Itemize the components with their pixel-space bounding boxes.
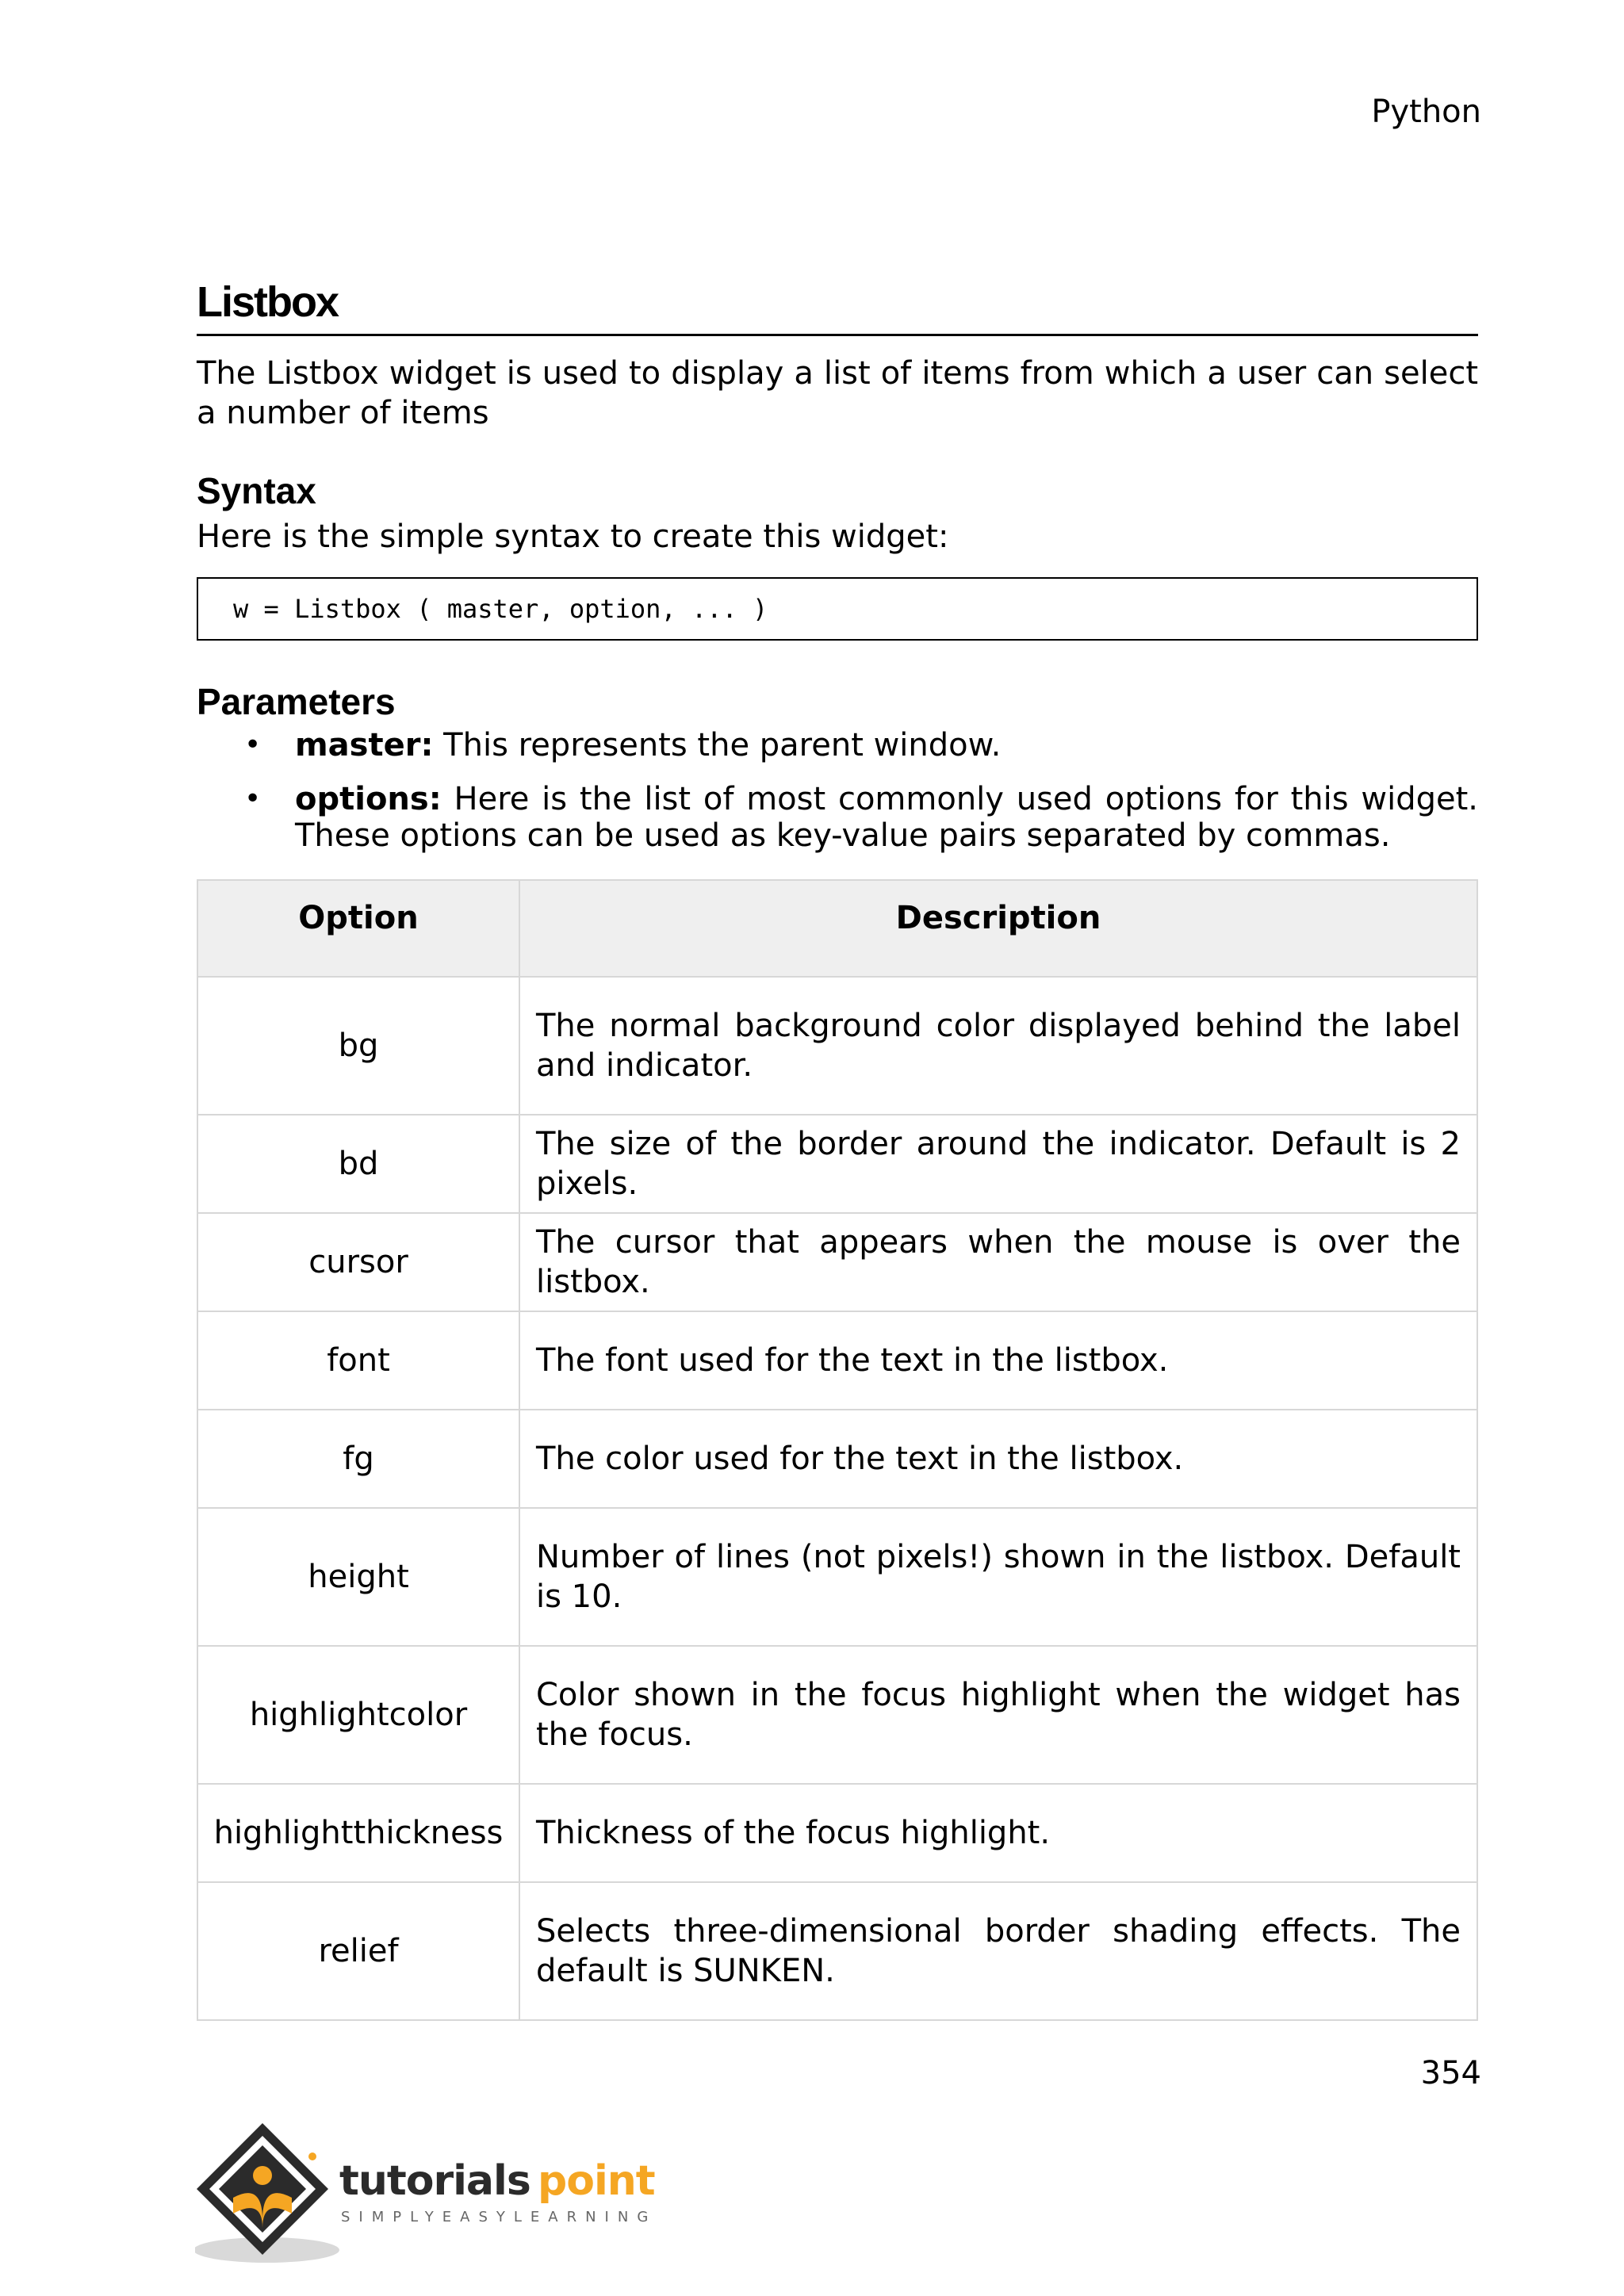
table-header-row [197,880,1477,977]
page-number: 354 [1420,2055,1481,2091]
table-row [197,1508,1477,1646]
table-row [197,1646,1477,1784]
table-row [197,1410,1477,1508]
param-term: options: [295,780,442,817]
option-cell: cursor [197,1213,519,1311]
option-cell: highlightthickness [197,1784,519,1882]
logo-brand-part2: point [538,2157,655,2205]
description-cell: The font used for the text in the listbox. [519,1311,1477,1410]
code-block [197,577,1478,641]
logo-tagline: SIMPLYEASYLEARNING [341,2209,657,2225]
list-item [197,781,1478,854]
option-cell: highlightcolor [197,1646,519,1784]
description-cell: The normal background color displayed behind the label and indicator. [519,977,1477,1115]
table-row [197,1882,1477,2020]
option-cell: bd [197,1115,519,1213]
list-item [197,727,1478,763]
description-cell: Selects three-dimensional border shading effects. The default is SUNKEN. [519,1882,1477,2020]
option-cell: fg [197,1410,519,1508]
option-cell: height [197,1508,519,1646]
running-header: Python [1371,94,1481,130]
page-content [197,279,1478,2021]
syntax-description: Here is the simple syntax to create this widget: [197,518,949,555]
param-term: master: [295,726,434,763]
table-row [197,1115,1477,1213]
logo-brand-part1: tutorials [339,2157,530,2205]
table-row [197,1311,1477,1410]
table-row [197,1213,1477,1311]
intro-paragraph: The Listbox widget is used to display a list of items from which a user can select a number of items [197,355,1478,432]
description-cell: Thickness of the focus highlight. [519,1784,1477,1882]
syntax-heading: Syntax [197,470,316,512]
parameters-list [197,727,1478,854]
code-text: w = Listbox ( master, option, ... ) [233,593,768,624]
description-cell: The color used for the text in the listbox. [519,1410,1477,1508]
table-row [197,1784,1477,1882]
section-title: Listbox [197,279,1478,336]
tutorialspoint-logo [195,2109,687,2267]
table-row [197,977,1477,1115]
param-text: This represents the parent window. [443,726,1002,763]
column-header-description: Description [519,880,1477,977]
param-text: Here is the list of most commonly used options for this widget. These options can be used as key-value pairs separated by commas. [295,780,1479,854]
option-cell: relief [197,1882,519,2020]
bullet-icon: • [244,782,262,815]
description-cell: Color shown in the focus highlight when the widget has the focus. [519,1646,1477,1784]
parameters-heading: Parameters [197,680,396,722]
description-cell: The cursor that appears when the mouse is over the listbox. [519,1213,1477,1311]
options-table [197,879,1478,2021]
bullet-icon: • [244,728,262,761]
description-cell: The size of the border around the indicator. Default is 2 pixels. [519,1115,1477,1213]
option-cell: font [197,1311,519,1410]
column-header-option: Option [197,880,519,977]
description-cell: Number of lines (not pixels!) shown in the listbox. Default is 10. [519,1508,1477,1646]
option-cell: bg [197,977,519,1115]
